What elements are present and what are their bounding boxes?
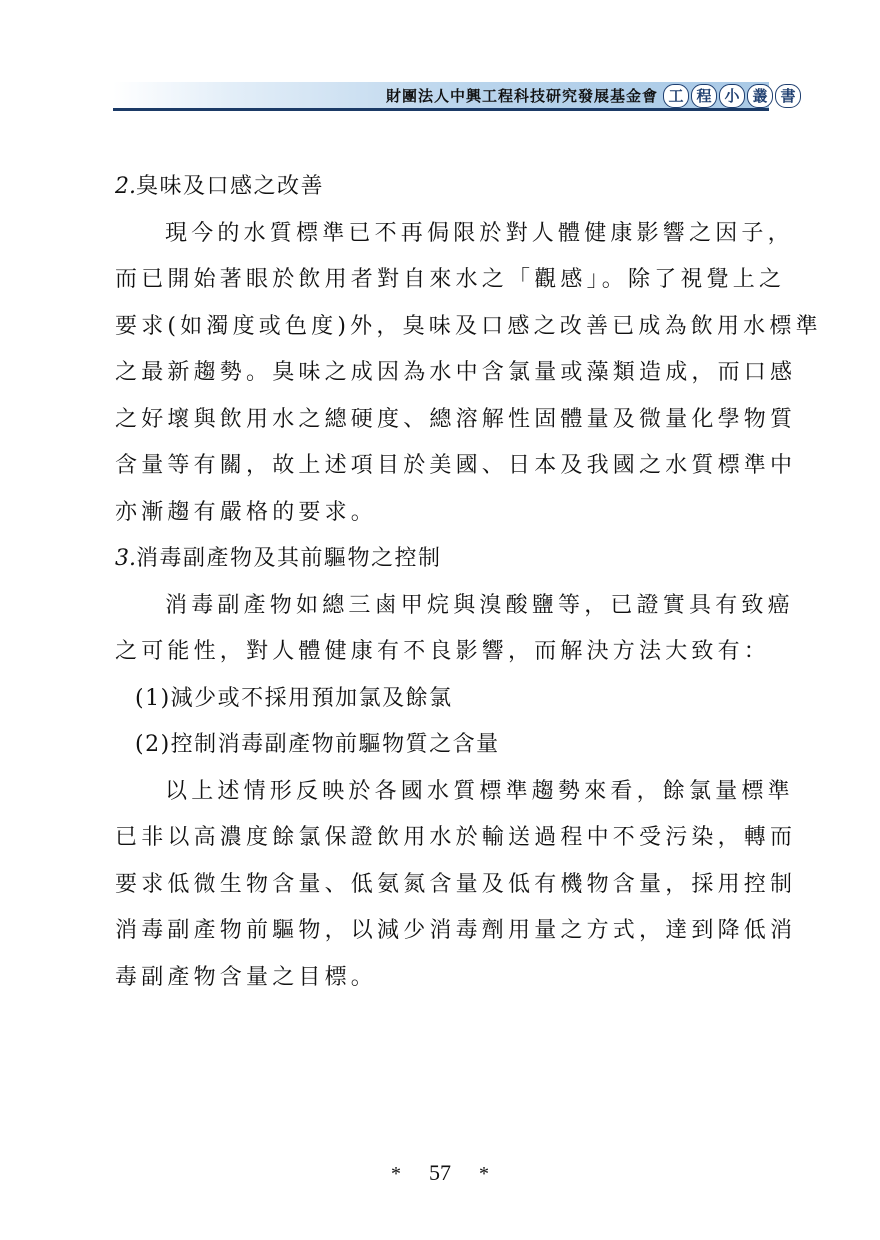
organization-name: 財團法人中興工程科技研究發展基金會: [385, 87, 658, 105]
text-line: 之可能性，對人體健康有不良影響，而解決方法大致有：: [115, 639, 771, 664]
text-line: 而已開始著眼於飲用者對自來水之「觀感」。除了視覺上之: [115, 267, 786, 292]
section-title: 消毒副產物及其前驅物之控制: [136, 546, 442, 571]
section-number: 2.: [115, 174, 136, 199]
paragraph-2: [115, 587, 794, 680]
series-char: 書: [775, 84, 801, 108]
text-line: 毒副產物含量之目標。: [115, 964, 378, 990]
text-line: 之最新趨勢。臭味之成因為水中含氯量或藻類造成，而口感: [115, 360, 797, 385]
text-line: 要求低微生物含量、低氨氮含量及低有機物含量，採用控制: [115, 871, 797, 897]
star-icon: *: [391, 1163, 401, 1185]
section-title: 臭味及口感之改善: [136, 174, 325, 199]
page-body: [115, 168, 822, 1005]
text-line: 以上述情形反映於各國水質標準趨勢來看，餘氯量標準: [165, 778, 794, 804]
text-line: 要求(如濁度或色度)外，臭味及口感之改善已成為飲用水標準: [115, 313, 822, 339]
list-item: (1)減少或不採用預加氯及餘氯: [135, 685, 453, 711]
paragraph-1: [115, 215, 822, 541]
text-line: 之好壞與飲用水之總硬度、總溶解性固體量及微量化學物質: [115, 406, 797, 432]
series-char: 程: [691, 84, 717, 108]
section-2-heading: [115, 168, 770, 215]
series-char: 叢: [747, 84, 773, 108]
text-line: 含量等有關，故上述項目於美國、日本及我國之水質標準中: [115, 453, 797, 478]
series-logo: [663, 84, 801, 108]
text-line: 亦漸趨有嚴格的要求。: [115, 499, 378, 525]
text-line: 消毒副產物前驅物，以減少消毒劑用量之方式，達到降低消: [115, 918, 797, 943]
series-char: 工: [663, 84, 689, 108]
series-char: 小: [719, 84, 745, 108]
text-line: 消毒副產物如總三鹵甲烷與溴酸鹽等，已證實具有致癌: [165, 592, 794, 618]
page-number: 57: [429, 1160, 451, 1185]
text-line: 已非以高濃度餘氯保證飲用水於輸送過程中不受污染，轉而: [115, 825, 797, 850]
text-line: 現今的水質標準已不再侷限於對人體健康影響之因子，: [165, 220, 794, 246]
header-rule: [113, 108, 769, 111]
star-icon: *: [479, 1163, 489, 1185]
paragraph-3: [115, 773, 797, 1006]
page-footer: [0, 1160, 880, 1186]
list-item: (2)控制消毒副產物前驅物質之含量: [135, 732, 500, 757]
section-number: 3.: [115, 546, 136, 571]
section-3-heading: [115, 540, 770, 587]
